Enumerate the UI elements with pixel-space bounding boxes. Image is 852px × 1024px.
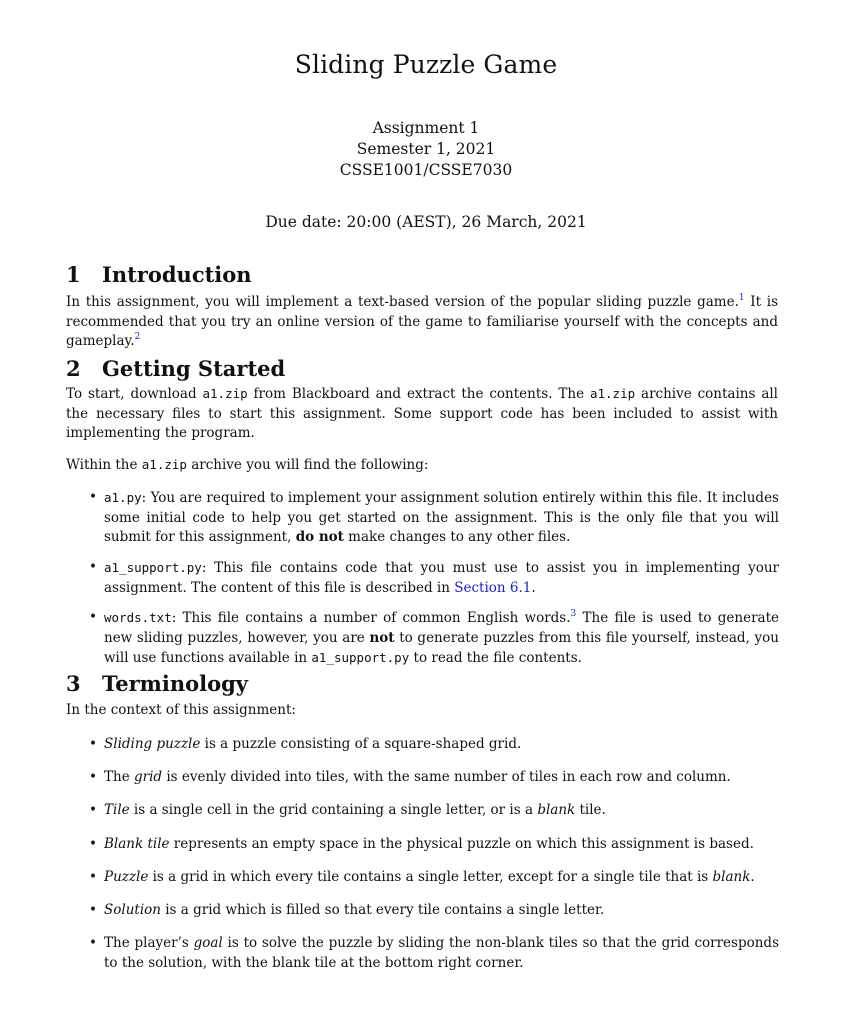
code-filename: a1_support.py <box>104 560 202 575</box>
footnote-ref-3[interactable]: 3 <box>570 609 577 619</box>
list-item: • Puzzle is a grid in which every tile contains a single letter, except for a single tile that is blank. <box>89 868 779 888</box>
section-title: Getting Started <box>102 356 286 381</box>
code-filename: a1.zip <box>141 457 187 472</box>
assignment-number: Assignment 1 <box>372 119 480 137</box>
list-item: • The grid is evenly divided into tiles, with the same number of tiles in each row and column. <box>89 768 779 788</box>
code-filename: a1.zip <box>589 386 636 401</box>
bullet-icon: • <box>89 869 97 885</box>
due-date: Due date: 20:00 (AEST), 26 March, 2021 <box>265 213 587 231</box>
bullet-icon: • <box>89 609 97 625</box>
bullet-icon: • <box>89 489 97 505</box>
bullet-icon: • <box>89 802 97 818</box>
section-heading-getting-started <box>66 356 285 382</box>
document-title: Sliding Puzzle Game <box>294 50 558 79</box>
list-item: • The player’s goal is to solve the puzzle by sliding the non-blank tiles so that the grid corresponds to the solution, with the blank tile at the bottom right corner. <box>89 935 779 971</box>
section-link[interactable]: Section 6.1 <box>454 579 532 596</box>
course-code: CSSE1001/CSSE7030 <box>339 161 513 179</box>
section-heading-introduction <box>66 262 252 288</box>
code-filename: words.txt <box>104 610 172 625</box>
list-item: • Tile is a single cell in the grid containing a single letter, or is a blank tile. <box>89 801 779 821</box>
list-item: • Blank tile represents an empty space in the physical puzzle on which this assignment is based. <box>89 835 779 855</box>
list-item: • words.txt: This file contains a number of common English words.$^3$ The file is used to generate new sliding puzzles, however, you are not to generate puzzles from this file yourself, instead, you will use functions available in a1_support.py to read the file contents. <box>89 609 780 666</box>
code-filename: a1.zip <box>202 386 248 401</box>
list-item: • a1.py: You are required to implement your assignment solution entirely within this file. It includes some initial code to help you get started on the assignment. This is the only file that you will submit for this assignment, do not make changes to any other files. <box>89 489 779 545</box>
bullet-icon: • <box>89 902 97 918</box>
list-item: • a1_support.py: This file contains code that you must use to assist you in implementing your assignment. The content of this file is described in Section 6.1. <box>89 559 779 596</box>
footnote-ref-2[interactable]: 2 <box>134 332 141 342</box>
semester: Semester 1, 2021 <box>356 140 496 158</box>
intro-paragraph: In this assignment, you will implement a text-based version of the popular sliding puzzle game.$^1$ It is recommended that you try an online version of the game to familiarise yourself with the concepts and gameplay.$^2$ <box>66 293 778 349</box>
section-number: 1 <box>66 262 81 287</box>
footnote-ref-1[interactable]: 1 <box>738 293 745 303</box>
section-title: Terminology <box>102 671 248 696</box>
terminology-intro: In the context of this assignment: <box>66 702 296 718</box>
bullet-icon: • <box>89 736 97 752</box>
bullet-icon: • <box>89 836 97 852</box>
section-heading-terminology <box>66 671 248 697</box>
list-item: • Solution is a grid which is filled so that every tile contains a single letter. <box>89 901 779 921</box>
section-number: 2 <box>66 356 81 381</box>
getting-started-paragraph: To start, download a1.zip from Blackboard and extract the contents. The a1.zip archive contains all the necessary files to start this assignment. Some support code has been included to assist with implementing the program. <box>66 386 779 441</box>
bullet-icon: • <box>89 559 97 575</box>
code-filename: a1.py <box>104 490 142 505</box>
bullet-icon: • <box>89 769 97 785</box>
section-number: 3 <box>66 671 81 696</box>
list-item: • Sliding puzzle is a puzzle consisting of a square-shaped grid. <box>89 735 779 755</box>
bullet-icon: • <box>89 935 97 951</box>
archive-contents-paragraph: Within the a1.zip archive you will find the following: <box>66 457 429 473</box>
code-filename: a1_support.py <box>311 650 410 665</box>
section-title: Introduction <box>102 262 252 287</box>
